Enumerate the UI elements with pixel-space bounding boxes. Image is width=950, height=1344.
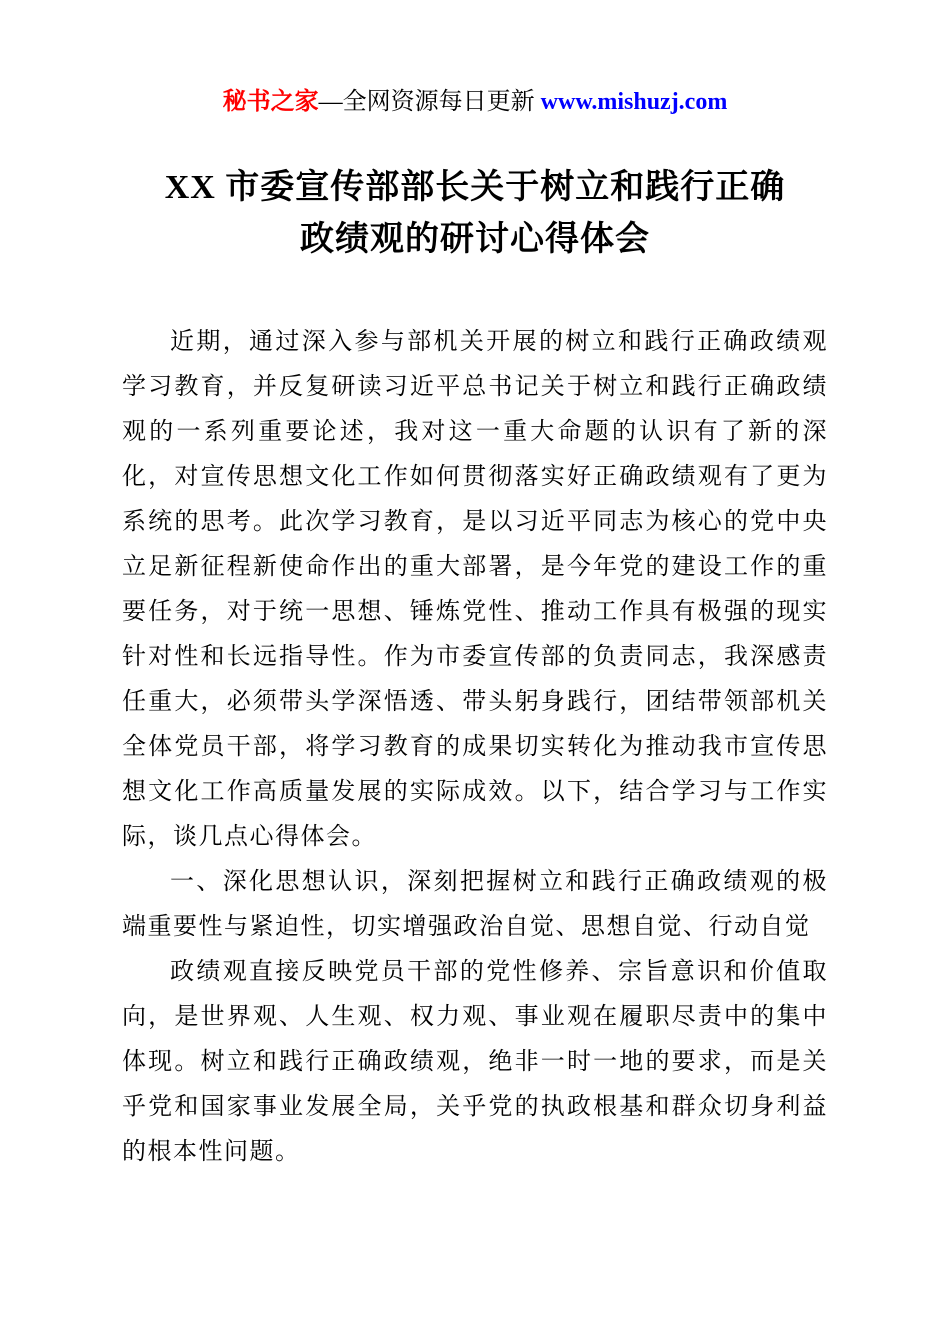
site-url-link[interactable]: www.mishuzj.com — [540, 89, 728, 115]
site-header — [122, 86, 828, 118]
section-heading-1: 一、深化思想认识，深刻把握树立和践行正确政绩观的极端重要性与紧迫性，切实增强政治自觉、思想自觉、行动自觉 — [122, 869, 828, 940]
paragraph-intro: 近期，通过深入参与部机关开展的树立和践行正确政绩观学习教育，并反复研读习近平总书记关于树立和践行正确政绩观的一系列重要论述，我对这一重大命题的认识有了新的深化，对宣传思想文化工作如何贯彻落实好正确政绩观有了更为系统的思考。此次学习教育，是以习近平同志为核心的党中央立足新征程新使命作出的重大部署，是今年党的建设工作的重要任务，对于统一思想、锤炼党性、推动工作具有极强的现实针对性和长远指导性。作为市委宣传部的负责同志，我深感责任重大，必须带头学深悟透、带头躬身践行，团结带领部机关全体党员干部，将学习教育的成果切实转化为推动我市宣传思想文化工作高质量发展的实际成效。以下，结合学习与工作实际，谈几点心得体会。 — [122, 329, 828, 850]
document-title — [122, 162, 828, 266]
brand-name: 秘书之家 — [222, 89, 319, 115]
document-title-line1: XX 市委宣传部部长关于树立和践行正确 — [164, 169, 786, 206]
document-body — [122, 320, 828, 1175]
paragraph-section-1: 政绩观直接反映党员干部的党性修养、宗旨意识和价值取向，是世界观、人生观、权力观、事业观在履职尽责中的集中体现。树立和践行正确政绩观，绝非一时一地的要求，而是关乎党和国家事业发展全局，关乎党的执政根基和群众切身利益的根本性问题。 — [122, 959, 828, 1165]
document-title-line2: 政绩观的研讨心得体会 — [300, 221, 650, 258]
header-tagline: —全网资源每日更新 — [318, 89, 541, 115]
